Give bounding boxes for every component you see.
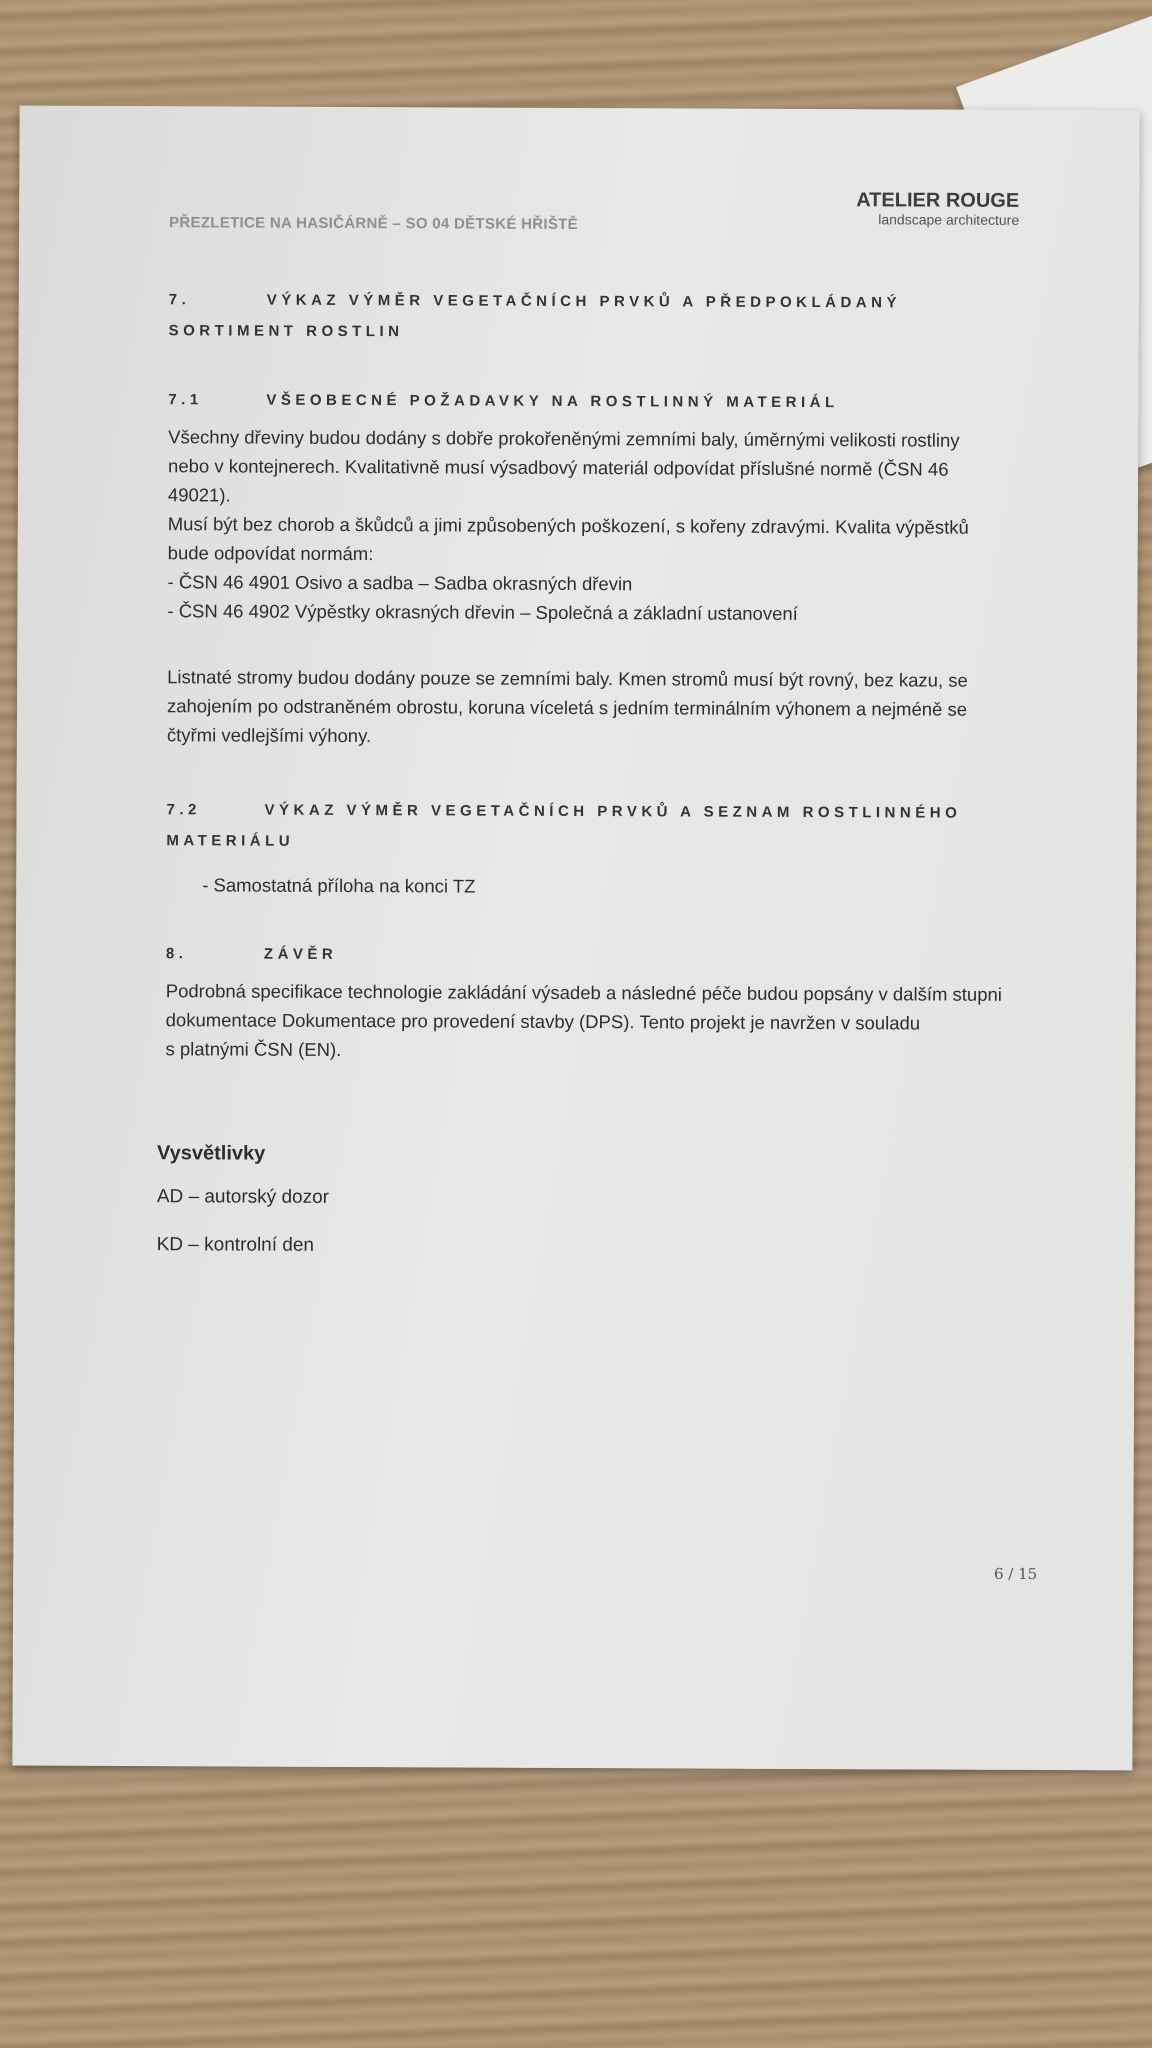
text-line: Všechny dřeviny budou dodány s dobře prokořeněnými zemními baly, úměrnými velikosti rostliny [168,426,960,451]
text-line: - ČSN 46 4902 Výpěstky okrasných dřevin – Společná a základní ustanovení [167,600,798,624]
section-72-heading [166,794,996,860]
text-line: s platnými ČSN (EN). [165,1038,342,1060]
section-8-title: ZÁVĚR [263,945,338,963]
section-8-heading [166,938,996,973]
section-7-title-line2: SORTIMENT ROSTLIN [168,322,404,341]
section-72-title-line1: VÝKAZ VÝMĚR VEGETAČNÍCH PRVKŮ A SEZNAM ROSTLINNÉHO [264,801,962,822]
page-number: 6 / 15 [993,1564,1038,1584]
text-line: dokumentace Dokumentace pro provedení stavby (DPS). Tento projekt je navržen v souladu [165,1009,921,1034]
section-7-heading [169,284,999,350]
glossary-title: Vysvětlivky [157,1142,266,1165]
text-line: Musí být bez chorob a škůdců a jimi způsobených poškození, s kořeny zdravými. Kvalita výpěstků [167,513,969,538]
text-line: 49021). [167,484,231,506]
section-71-paragraph-2 [167,662,1007,753]
section-71-number: 7.1 [168,391,203,409]
logo-title: ATELIER ROUGE [856,189,1020,212]
text-line: Listnaté stromy budou dodány pouze se zemními baly. Kmen stromů musí být rovný, bez kazu, se [167,666,968,691]
text-line: čtyřmi vedlejšími výhony. [166,724,372,747]
section-72-number: 7.2 [166,801,201,819]
text-line: Podrobná specifikace technologie zakládání výsadeb a následné péče budou popsány v dalším stupni [165,980,1002,1005]
section-71-title: VŠEOBECNÉ POŽADAVKY NA ROSTLINNÝ MATERIÁL [266,391,839,412]
project-header: PŘEZLETICE NA HASIČÁRNĚ – SO 04 DĚTSKÉ HŘIŠTĚ [169,214,578,234]
section-8-number: 8. [165,945,188,963]
text-line: bude odpovídat normám: [167,542,374,565]
text-line: nebo v kontejnerech. Kvalitativně musí výsadbový materiál odpovídat příslušné normě (ČSN 46 [168,455,949,480]
glossary-item: KD – kontrolní den [156,1234,315,1256]
section-8-paragraph [165,976,1005,1067]
section-71-heading [168,384,998,419]
section-71-paragraph-1 [167,422,1008,629]
glossary-item: AD – autorský dozor [156,1186,330,1208]
section-7-number: 7. [168,291,191,309]
text-line: zahojením po odstraněném obrostu, koruna víceletá s jedním terminálním výhonem a nejméně se [166,695,968,720]
section-7-title-line1: VÝKAZ VÝMĚR VEGETAČNÍCH PRVKŮ A PŘEDPOKLÁDANÝ [266,291,902,312]
document-page [12,106,1139,1771]
text-line: - ČSN 46 4901 Osivo a sadba – Sadba okrasných dřevin [167,571,633,595]
logo-subtitle: landscape architecture [878,211,1020,228]
section-72-title-line2: MATERIÁLU [166,832,295,850]
section-72-bullet: - Samostatná příloha na konci TZ [202,874,476,897]
